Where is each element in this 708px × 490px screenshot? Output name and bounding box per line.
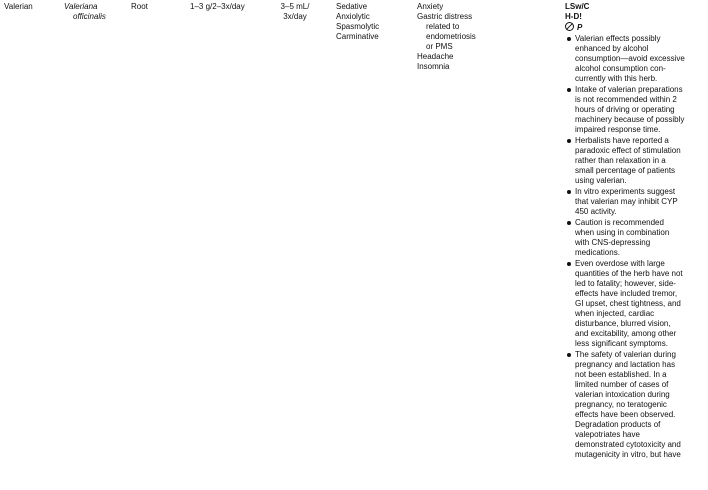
indication-item: related to [426, 22, 460, 31]
note-item [565, 187, 707, 217]
code-line-2: H-D! [565, 12, 582, 21]
note-line: enhanced by alcohol [575, 44, 649, 53]
dose-tincture [255, 2, 335, 22]
indication-item: Headache [417, 52, 454, 61]
note-line: In vitro experiments suggest [575, 187, 676, 196]
part-used: Root [131, 2, 148, 11]
notes-column [565, 2, 707, 461]
note-line: valerian intoxication during [575, 390, 670, 399]
note-line: when using in combination [575, 228, 670, 237]
note-line: limited number of cases of [575, 380, 669, 389]
note-line: GI upset, chest tightness, and [575, 299, 681, 308]
note-line: that valerian may inhibit CYP [575, 197, 678, 206]
note-line: currently with this herb. [575, 74, 658, 83]
note-line: small percentage of patients [575, 166, 676, 175]
note-line: mutagenicity in vitro, but have [575, 450, 681, 459]
indications-list [417, 2, 507, 72]
note-line: is not recommended within 2 [575, 95, 677, 104]
indication-item: or PMS [426, 42, 453, 51]
note-line: not been established. In a [575, 370, 667, 379]
note-item [565, 218, 707, 258]
note-line: medications. [575, 248, 620, 257]
note-line: Degradation products of [575, 420, 661, 429]
pregnancy-code-letter: P [577, 23, 583, 32]
pregnancy-code [565, 22, 707, 33]
note-line: and excitability, among other [575, 329, 677, 338]
note-line: demonstrated cytotoxicity and [575, 440, 681, 449]
indication-item: Gastric distress [417, 12, 473, 21]
note-line: Caution is recommended [575, 218, 664, 227]
indication-item: endometriosis [426, 32, 476, 41]
note-item [565, 34, 707, 84]
note-line: Even overdose with large [575, 259, 665, 268]
note-line: impaired response time. [575, 125, 661, 134]
note-item [565, 136, 707, 186]
note-line: pregnancy and lactation has [575, 360, 676, 369]
note-line: led to fatality; however, side- [575, 279, 676, 288]
note-item [565, 85, 707, 135]
note-line: disturbance, blurred vision, [575, 319, 671, 328]
note-item [565, 259, 707, 349]
action-item: Carminative [336, 32, 379, 41]
note-line: with CNS-depressing [575, 238, 651, 247]
notes-list [565, 34, 707, 460]
note-line: less significant symptoms. [575, 339, 668, 348]
note-line: Herbalists have reported a [575, 136, 669, 145]
latin-name-genus: Valeriana [64, 2, 98, 11]
dose-dried: 1–3 g/2–3x/day [190, 2, 245, 11]
note-line: machinery because of possibly [575, 115, 685, 124]
prohibited-icon [565, 22, 574, 31]
note-line: alcohol consumption con- [575, 64, 666, 73]
note-line: paradoxic effect of stimulation [575, 146, 681, 155]
dose-tincture-line: 3–5 mL/ [280, 2, 310, 11]
dose-tincture-line: 3x/day [283, 12, 307, 21]
note-line: quantities of the herb have not [575, 269, 683, 278]
note-line: 450 activity. [575, 207, 617, 216]
action-item: Spasmolytic [336, 22, 380, 31]
latin-name-species: officinalis [73, 12, 106, 21]
common-name: Valerian [4, 2, 33, 11]
note-line: effects have been observed. [575, 410, 676, 419]
code-line-1: LSw/C [565, 2, 590, 11]
indication-item: Anxiety [417, 2, 444, 11]
note-line: rather than relaxation in a [575, 156, 666, 165]
actions-list [336, 2, 416, 42]
note-line: pregnancy, no teratogenic [575, 400, 667, 409]
note-item [565, 350, 707, 460]
latin-name [64, 2, 124, 22]
action-item: Sedative [336, 2, 368, 11]
note-line: valepotriates have [575, 430, 640, 439]
indication-item: Insomnia [417, 62, 450, 71]
note-line: effects have included tremor, [575, 289, 678, 298]
note-line: using valerian. [575, 176, 627, 185]
note-line: Valerian effects possibly [575, 34, 661, 43]
note-line: consumption—avoid excessive [575, 54, 685, 63]
safety-codes [565, 2, 707, 33]
note-line: The safety of valerian during [575, 350, 676, 359]
note-line: hours of driving or operating [575, 105, 675, 114]
note-line: when injected, cardiac [575, 309, 655, 318]
action-item: Anxiolytic [336, 12, 370, 21]
note-line: Intake of valerian preparations [575, 85, 683, 94]
